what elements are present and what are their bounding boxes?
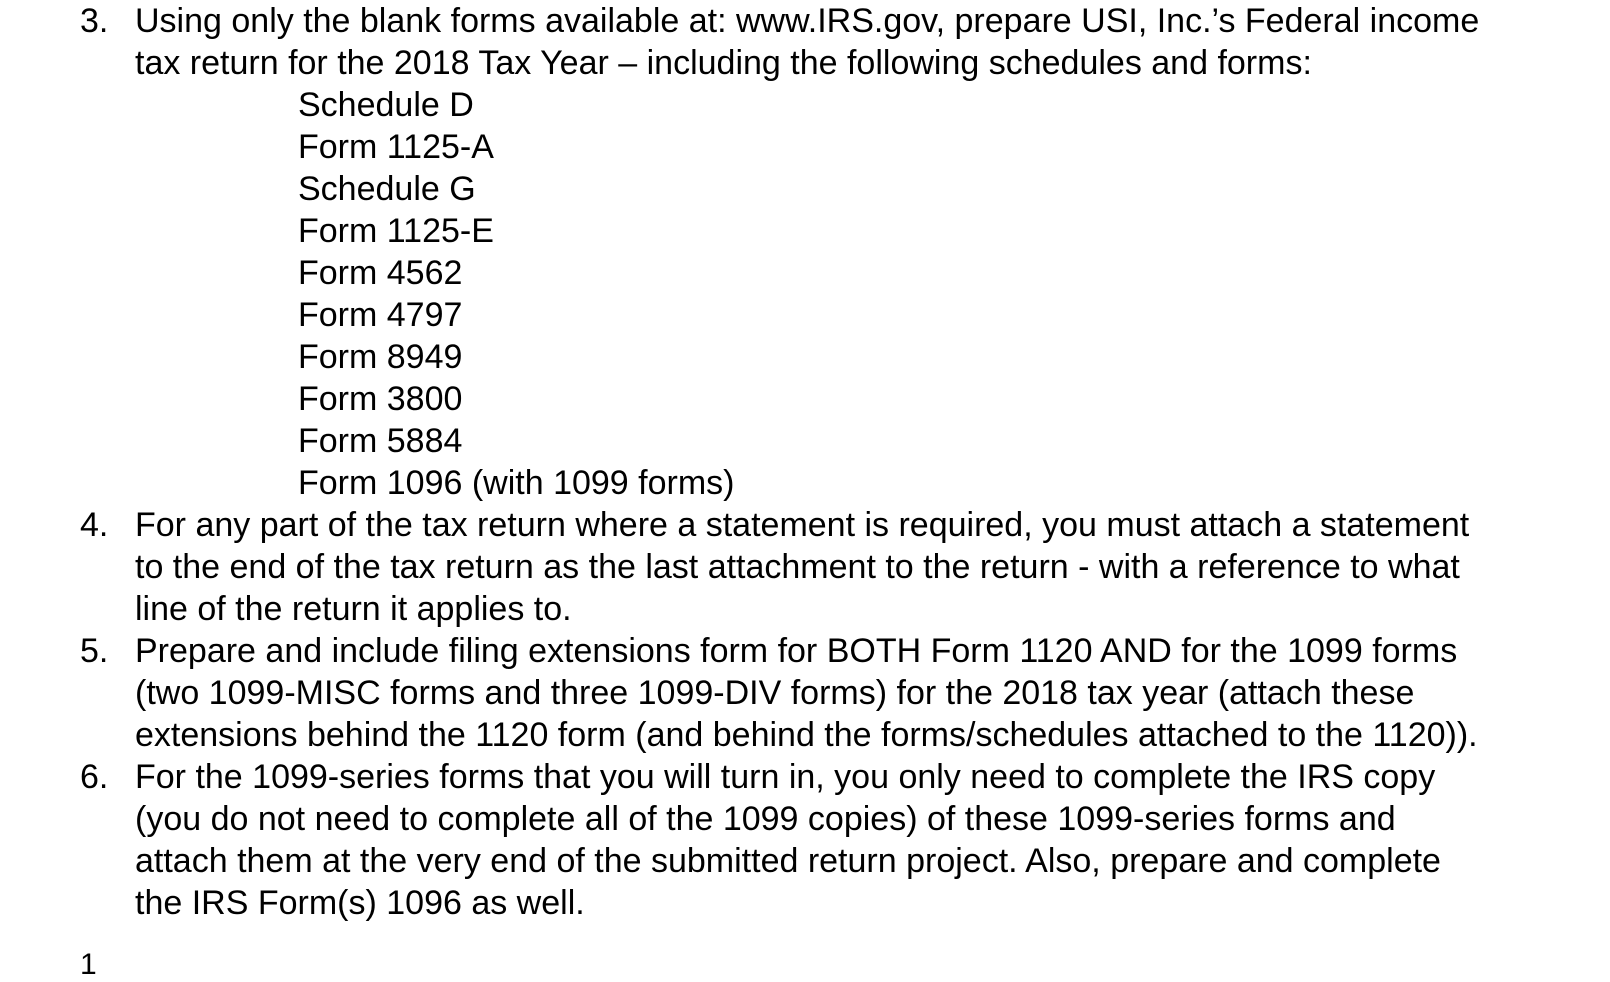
text-line: extensions behind the 1120 form (and behind the forms/schedules attached to the 1120)).: [135, 716, 1478, 754]
text-line: the IRS Form(s) 1096 as well.: [135, 884, 585, 922]
form-entry: Form 4562: [298, 254, 463, 292]
item-number: 6.: [80, 758, 109, 796]
form-entry: Form 1096 (with 1099 forms): [298, 464, 735, 502]
text-line: For any part of the tax return where a statement is required, you must attach a statement: [135, 506, 1470, 544]
text-line: Using only the blank forms available at: www.IRS.gov, prepare USI, Inc.’s Federal income: [135, 2, 1480, 40]
form-entry: Form 1125-A: [298, 128, 494, 166]
form-entry: Form 5884: [298, 422, 463, 460]
text-line: (you do not need to complete all of the 1099 copies) of these 1099-series forms and: [135, 800, 1396, 838]
text-line: For the 1099-series forms that you will turn in, you only need to complete the IRS copy: [135, 758, 1436, 796]
forms-list: [298, 84, 735, 504]
text-line: Prepare and include filing extensions form for BOTH Form 1120 AND for the 1099 forms: [135, 632, 1458, 670]
form-entry: Form 3800: [298, 380, 463, 418]
form-entry: Schedule G: [298, 170, 476, 208]
item-number: 3.: [80, 2, 109, 40]
item-text: [135, 630, 1590, 756]
text-line: attach them at the very end of the submitted return project. Also, prepare and complete: [135, 842, 1441, 880]
form-entry: Form 8949: [298, 338, 463, 376]
item-text: [135, 504, 1590, 630]
item-number: 4.: [80, 506, 109, 544]
form-entry: Form 4797: [298, 296, 463, 334]
text-line: (two 1099-MISC forms and three 1099-DIV forms) for the 2018 tax year (attach these: [135, 674, 1415, 712]
text-line: line of the return it applies to.: [135, 590, 572, 628]
text-line: to the end of the tax return as the last attachment to the return - with a reference to what: [135, 548, 1460, 586]
text-line: tax return for the 2018 Tax Year – including the following schedules and forms:: [135, 44, 1312, 82]
page-number: 1: [80, 948, 97, 981]
form-entry: Schedule D: [298, 86, 474, 124]
item-number: 5.: [80, 632, 109, 670]
item-text: [135, 756, 1590, 924]
item-text: [135, 0, 1590, 84]
form-entry: Form 1125-E: [298, 212, 494, 250]
